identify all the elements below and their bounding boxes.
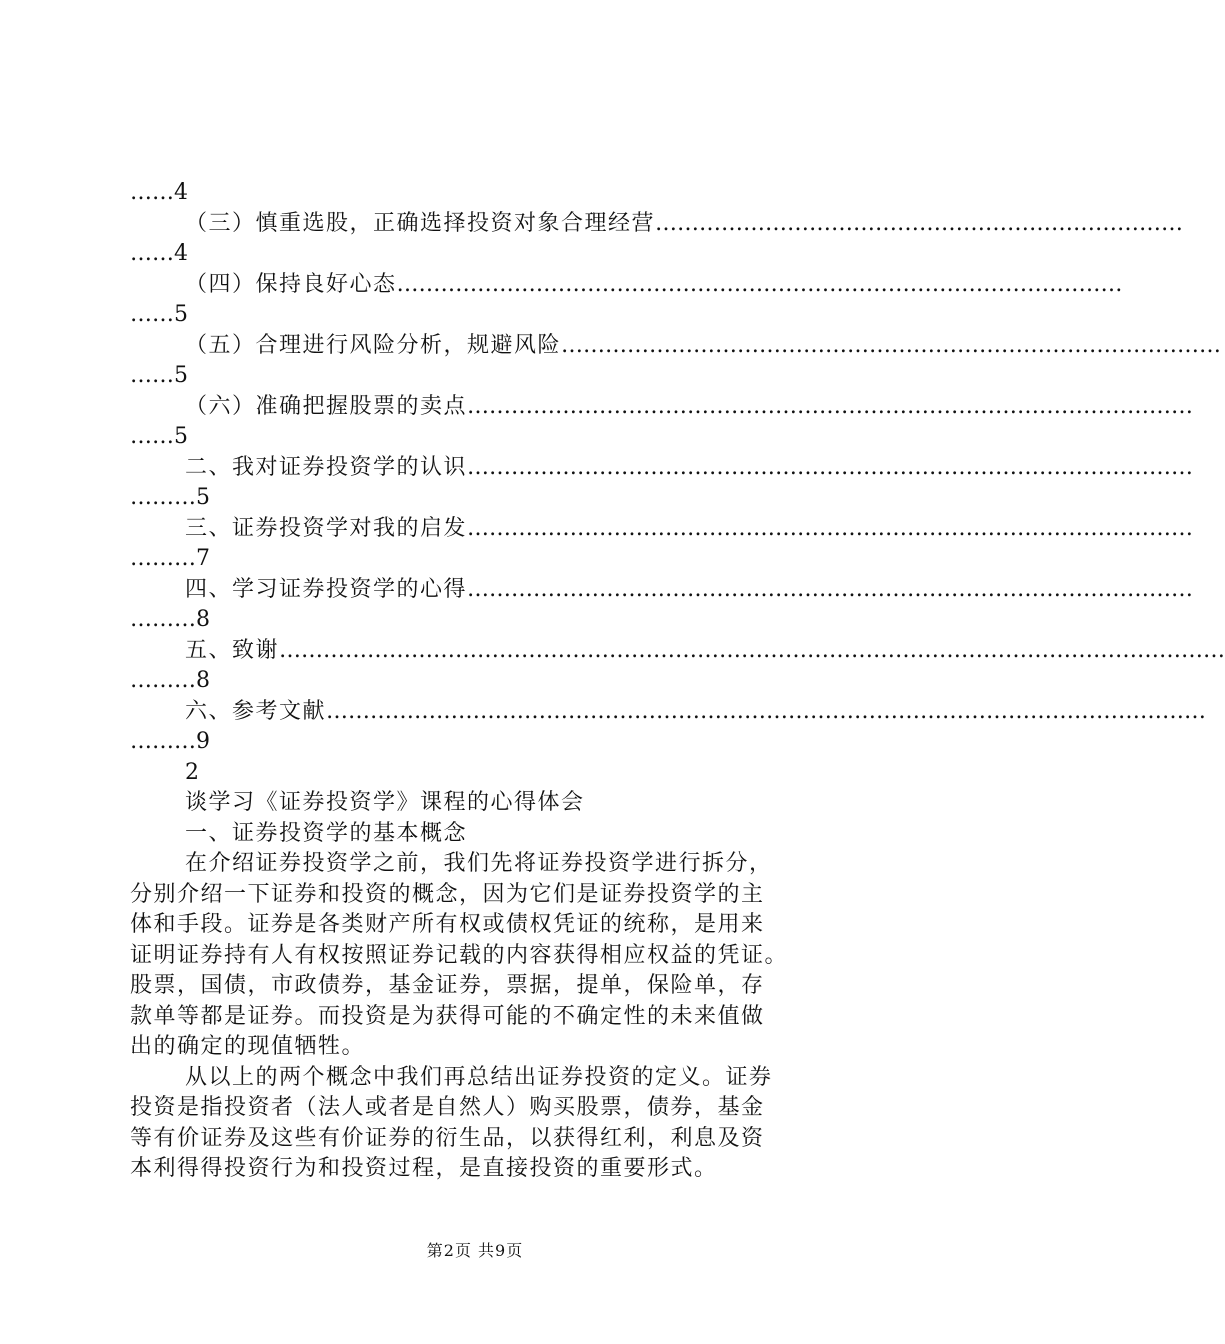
toc-page-ref: ……4 xyxy=(130,241,188,266)
toc-page-ref: ………8 xyxy=(130,668,210,693)
toc-list xyxy=(130,209,1225,758)
toc-dot-leader: ……………………………………………………………………………………… xyxy=(467,393,1194,419)
toc-page-ref: ……4 xyxy=(130,180,188,205)
toc-page-ref: ………8 xyxy=(130,607,210,632)
paragraph-line: 等有价证券及这些有价证券的衍生品，以获得红利，利息及资 xyxy=(130,1125,765,1151)
toc-entry xyxy=(130,514,1194,545)
toc-entry xyxy=(130,392,1194,423)
toc-entry xyxy=(130,575,1194,606)
paragraph-line: 从以上的两个概念中我们再总结出证券投资的定义。证券 xyxy=(185,1064,773,1090)
toc-dot-leader: ……………………………………………………………… xyxy=(655,210,1184,236)
toc-dot-leader: ……………………………………………………………………………………… xyxy=(467,454,1194,480)
toc-page-ref: ………5 xyxy=(130,485,210,510)
toc-entry-label: 四、学习证券投资学的心得 xyxy=(185,576,468,602)
toc-entry-label: 二、我对证券投资学的认识 xyxy=(185,454,468,480)
paragraph-line: 分别介绍一下证券和投资的概念，因为它们是证券投资学的主 xyxy=(130,881,765,907)
toc-entry xyxy=(130,636,1225,667)
toc-dot-leader: ……………………………………………………………………………………… xyxy=(467,515,1194,541)
toc-entry xyxy=(130,331,1222,362)
toc-page-ref: ………9 xyxy=(130,729,210,754)
section-heading: 一、证券投资学的基本概念 xyxy=(185,820,468,846)
paragraph-line: 股票，国债，市政债券，基金证券，票据，提单，保险单，存 xyxy=(130,973,765,998)
paragraph-1 xyxy=(130,849,830,1063)
toc-page-ref: ……5 xyxy=(130,363,188,388)
toc-page-ref: ……5 xyxy=(130,302,188,327)
toc-entry-label: 五、致谢 xyxy=(185,637,280,663)
toc-entry xyxy=(130,270,1123,301)
page-content xyxy=(130,178,1225,1185)
toc-dot-leader: ……………………………………………………………………………………… xyxy=(467,576,1194,602)
toc-page-ref: ……5 xyxy=(130,424,188,449)
toc-dot-leader: ………………………………………………………………………………………………………… xyxy=(326,698,1207,724)
toc-entry xyxy=(130,697,1207,728)
toc-entry xyxy=(130,453,1194,484)
paragraph-2 xyxy=(130,1063,830,1185)
paragraph-line: 证明证券持有人有权按照证券记载的内容获得相应权益的凭证。 xyxy=(130,942,789,968)
paragraph-line: 投资是指投资者（法人或者是自然人）购买股票，债券，基金 xyxy=(130,1095,765,1120)
toc-page-ref: ………7 xyxy=(130,546,210,571)
paragraph-line: 出的确定的现值牺牲。 xyxy=(130,1034,366,1059)
paragraph-line: 本利得得投资行为和投资过程，是直接投资的重要形式。 xyxy=(130,1156,718,1181)
page-footer: 第2页 共9页 xyxy=(426,1241,524,1260)
toc-entry-label: （四）保持良好心态 xyxy=(185,271,397,297)
toc-entry-label: 三、证券投资学对我的启发 xyxy=(185,515,468,541)
toc-entry-label: （三）慎重选股，正确选择投资对象合理经营 xyxy=(185,210,656,236)
toc-entry xyxy=(130,209,1184,240)
toc-dot-leader: ………………………………………………………………………………………………………………… xyxy=(279,637,1225,663)
toc-entry-label: 六、参考文献 xyxy=(185,698,327,724)
page-number-marker: 2 xyxy=(185,759,201,785)
document-title: 谈学习《证券投资学》课程的心得体会 xyxy=(185,790,585,815)
paragraph-line: 在介绍证券投资学之前，我们先将证券投资学进行拆分， xyxy=(185,851,773,876)
paragraph-line: 体和手段。证券是各类财产所有权或债权凭证的统称，是用来 xyxy=(130,912,765,937)
toc-entry-label: （五）合理进行风险分析，规避风险 xyxy=(185,332,562,358)
toc-dot-leader: ……………………………………………………………………………………… xyxy=(396,271,1123,297)
paragraph-line: 款单等都是证券。而投资是为获得可能的不确定性的未来值做 xyxy=(130,1003,765,1029)
toc-dot-leader: ……………………………………………………………………………… xyxy=(561,332,1222,358)
toc-entry-label: （六）准确把握股票的卖点 xyxy=(185,393,468,419)
